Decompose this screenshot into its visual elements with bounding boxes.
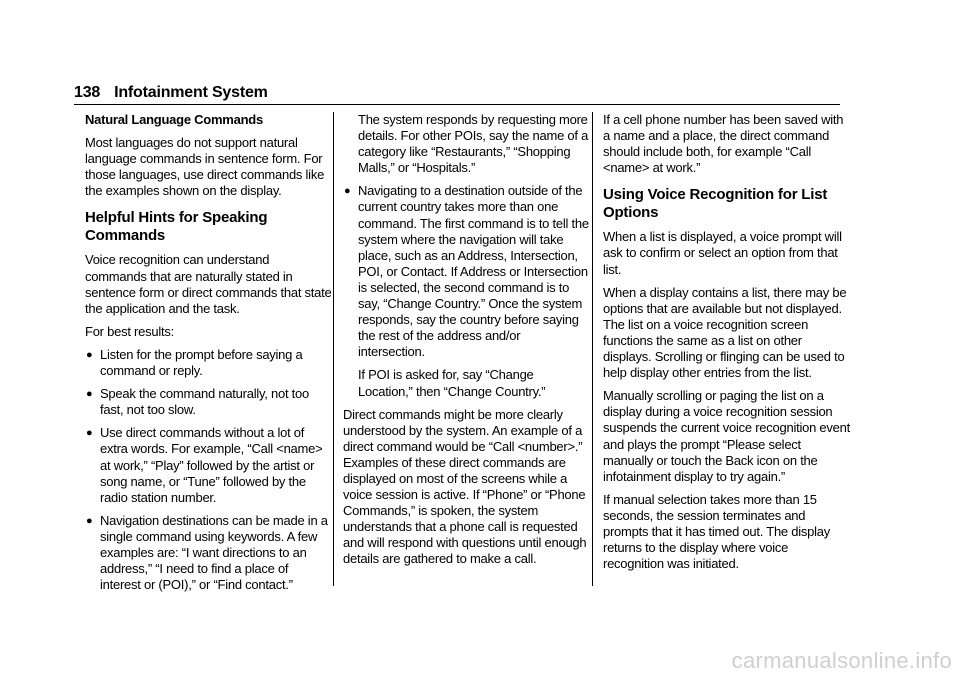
watermark: carmanualsonline.info [731, 648, 952, 673]
paragraph-list-2: When a display contains a list, there may be options that are available but not displayed. The list on a voice recognition screen functions the same as a list on other displays. Scrolling or flinging can be used to help display other entries from the list. [603, 284, 847, 381]
page-number: 138 [74, 84, 101, 101]
paragraph-natural-language: Most languages do not support natural language commands in sentence form. For those languages, use direct commands like the examples shown on the display. [85, 135, 325, 199]
paragraph-list-4: If manual selection takes more than 15 seconds, the session terminates and prompts that it has timed out. The display returns to the display where voice recognition was initiated. [603, 491, 830, 572]
list-item [85, 513, 332, 593]
column-divider-2 [592, 112, 593, 586]
list-item-text: Speak the command naturally, not too fast, not too slow. [100, 386, 309, 418]
paragraph-poi-change-location: If POI is asked for, say “Change Location,” then “Change Country.” [358, 367, 546, 399]
bullet-icon: ● [86, 348, 93, 361]
section-title: Infotainment System [114, 84, 268, 101]
bullet-icon: ● [86, 514, 93, 527]
paragraph-helpful-hints: Voice recognition can understand commands that are naturally stated in sentence form or direct commands that state the application and the task. [85, 252, 332, 316]
list-item [85, 347, 332, 379]
list-item-text: Navigation destinations can be made in a single command using keywords. A few examples are: “I want directions to an address,” “I need to find a place of interest or (POI),” or “Find contact.” [100, 512, 328, 593]
heading-natural-language: Natural Language Commands [85, 112, 263, 127]
bullet-icon: ● [86, 388, 93, 401]
list-item-text: Use direct commands without a lot of extra words. For example, “Call <name> at work,” “Play” followed by the artist or song name, or “Tune” followed by the radio station number. [100, 425, 323, 505]
paragraph-cell-number: If a cell phone number has been saved with a name and a place, the direct command should include both, for example “Call <name> at work.” [603, 112, 844, 176]
paragraph-poi-continued: The system responds by requesting more details. For other POIs, say the name of a category like “Restaurants,” “Shopping Malls,” or “Hospitals.” [358, 112, 589, 176]
paragraph-list-1: When a list is displayed, a voice prompt will ask to confirm or select an option from that list. [603, 229, 842, 277]
list-item [85, 386, 332, 418]
paragraph-best-results: For best results: [85, 323, 174, 339]
bullet-icon: ● [86, 427, 93, 440]
navigation-list [343, 183, 590, 360]
page-header [74, 84, 840, 102]
list-item-text: Listen for the prompt before saying a command or reply. [100, 346, 303, 379]
column-1 [85, 112, 332, 600]
bullet-icon: ● [344, 185, 351, 198]
list-item-text: Navigating to a destination outside of the current country takes more than one command. The first command is to tell the system where the navigation will take place, such as an Address, Intersection, POI, or Contact. If Address or Intersection is selected, the second command is to say, “Change Country.” Once the system responds, say the country before saying the rest of the address and/or intersection. [358, 183, 589, 360]
column-2 [343, 112, 590, 575]
heading-helpful-hints: Helpful Hints for Speaking Commands [85, 209, 268, 245]
heading-list-options: Using Voice Recognition for List Options [603, 186, 828, 222]
hints-list [85, 347, 332, 593]
column-3 [603, 112, 850, 579]
header-rule [74, 104, 840, 105]
column-divider-1 [333, 112, 334, 586]
list-item [85, 425, 332, 505]
paragraph-direct-commands: Direct commands might be more clearly understood by the system. An example of a direct command would be “Call <number>.” Examples of these direct commands are displayed on most of the screens while a voice session is active. If “Phone” or “Phone Commands,” is spoken, the system understands that a phone call is requested and will respond with questions until enough details are gathered to make a call. [343, 406, 587, 567]
list-item [343, 183, 590, 360]
paragraph-list-3: Manually scrolling or paging the list on a display during a voice recognition session suspends the current voice recognition event and plays the prompt “Please select manually or touch the Back icon on the infotainment display to try again.” [603, 388, 850, 484]
